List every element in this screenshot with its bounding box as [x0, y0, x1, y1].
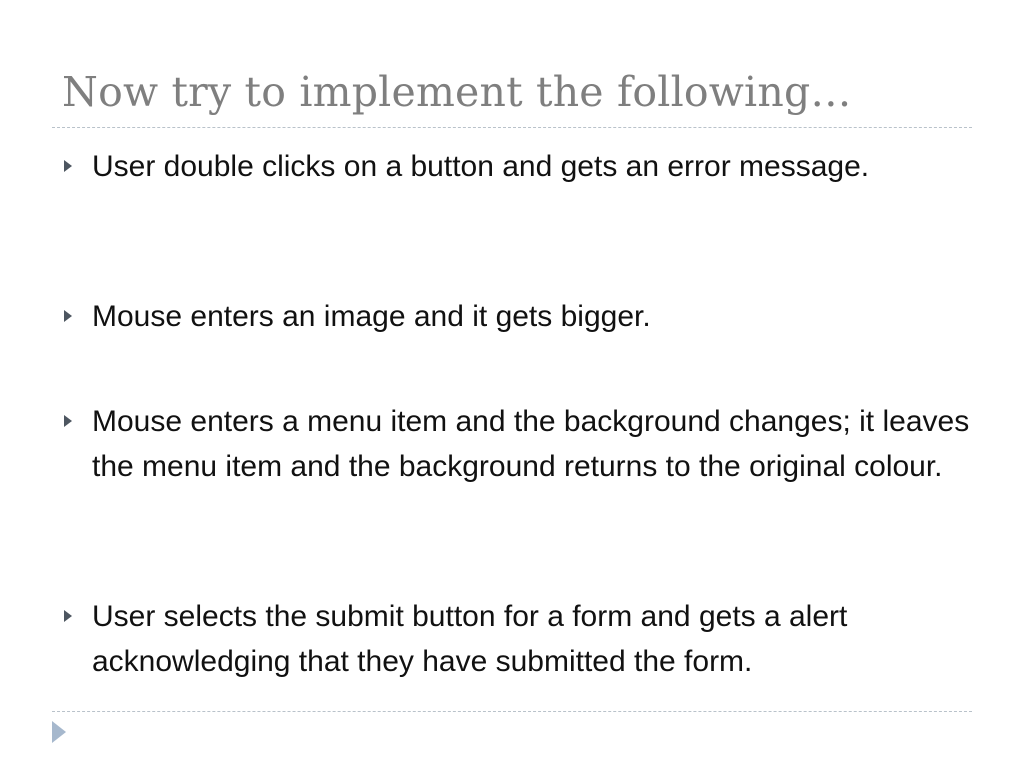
footer-divider [52, 711, 972, 712]
triangle-right-icon [64, 310, 72, 322]
bullet-item [92, 144, 972, 189]
triangle-right-icon [64, 160, 72, 172]
bullet-text: User selects the submit button for a form and gets a alert acknowledging that they have submitted the form. [92, 600, 848, 678]
slide-title: Now try to implement the following… [62, 68, 852, 116]
play-triangle-icon [52, 721, 66, 743]
title-divider [52, 127, 972, 128]
triangle-right-icon [64, 610, 72, 622]
bullet-text: User double clicks on a button and gets an error message. [92, 150, 870, 183]
bullet-text: Mouse enters a menu item and the background changes; it leaves the menu item and the background returns to the original colour. [92, 405, 970, 483]
bullet-item [92, 294, 972, 339]
bullet-item [92, 399, 972, 489]
triangle-right-icon [64, 415, 72, 427]
bullet-text: Mouse enters an image and it gets bigger. [92, 300, 651, 333]
bullet-item [92, 594, 972, 684]
